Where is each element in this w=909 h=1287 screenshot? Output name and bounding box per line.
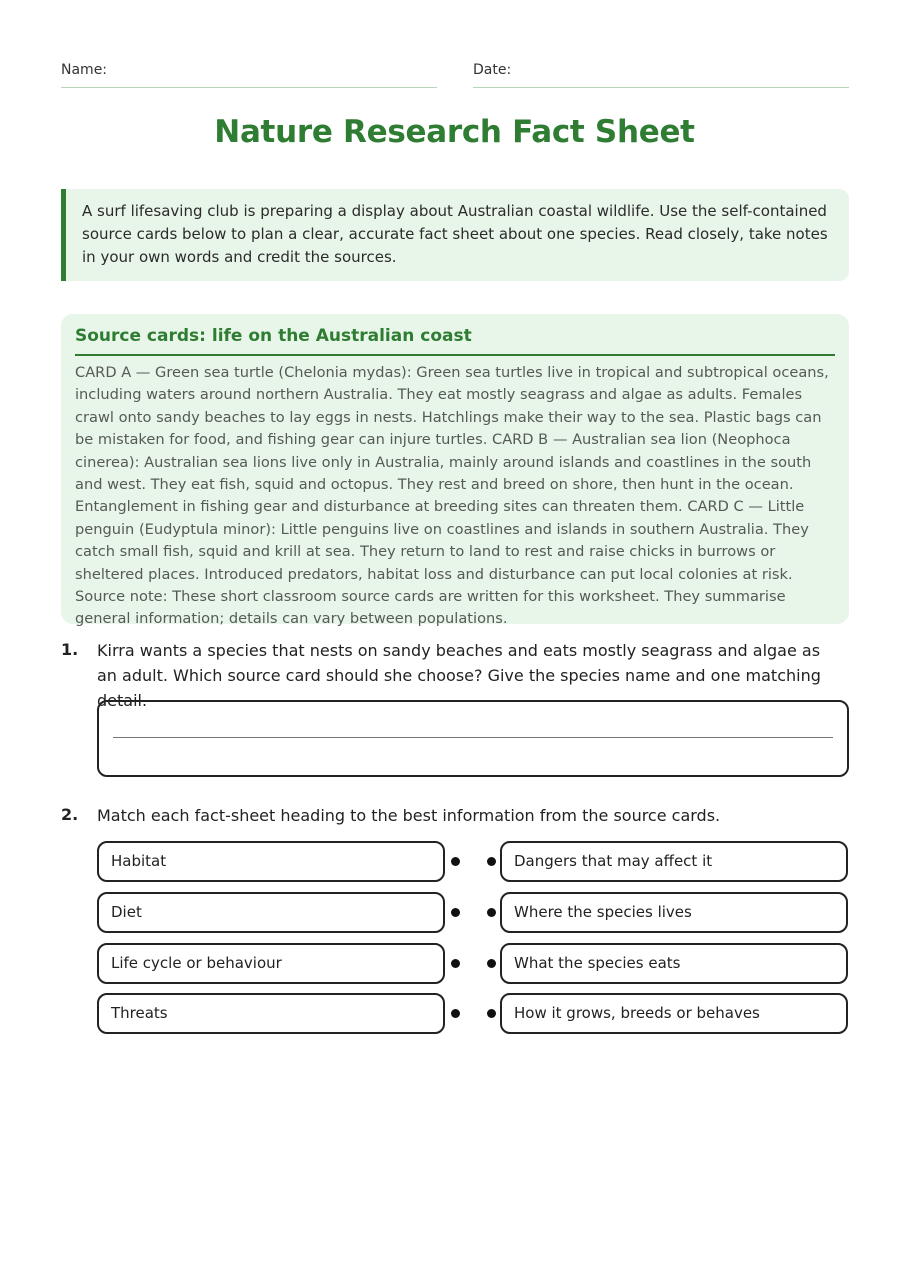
question-1-answer-box[interactable] <box>97 700 849 777</box>
name-label: Name: <box>61 62 108 78</box>
match-left-item[interactable]: Habitat <box>97 841 445 882</box>
match-dot-right[interactable] <box>487 857 496 866</box>
name-field[interactable] <box>61 62 437 88</box>
match-left-item[interactable]: Life cycle or behaviour <box>97 943 445 984</box>
match-left-item[interactable]: Diet <box>97 892 445 933</box>
match-dot-right[interactable] <box>487 908 496 917</box>
match-dot-left[interactable] <box>451 1009 460 1018</box>
source-cards-title: Source cards: life on the Australian coast <box>75 326 835 356</box>
intro-box <box>61 189 849 281</box>
intro-text: A surf lifesaving club is preparing a display about Australian coastal wildlife. Use the self-contained source cards below to plan a clear, accurate fact sheet about one species. Read closely, take notes in your own words and credit the sources. <box>82 202 828 266</box>
match-dot-right[interactable] <box>487 1009 496 1018</box>
page-title: Nature Research Fact Sheet <box>214 114 695 150</box>
match-right-item[interactable]: Where the species lives <box>500 892 848 933</box>
match-left-item[interactable]: Threats <box>97 993 445 1034</box>
match-right-item[interactable]: How it grows, breeds or behaves <box>500 993 848 1034</box>
date-field[interactable] <box>473 62 849 88</box>
source-cards-panel <box>61 314 849 628</box>
source-cards-text: CARD A — Green sea turtle (Chelonia mydas): Green sea turtles live in tropical and subtropical oceans, including waters around northern Australia. They eat mostly seagrass and algae as adults. Females crawl onto sandy beaches to lay eggs in nests. Hatchlings make their way to the sea. Plastic bags can be mistaken for food, and fishing gear can injure turtles. CARD B — Australian sea lion (Neophoca cinerea): Australian sea lions live only in Australia, mainly around islands and coastlines in the south and west. They eat fish, squid and octopus. They rest and breed on shore, then hunt in the ocean. Entanglement in fishing gear and disturbance at breeding sites can threaten them. CARD C — Little penguin (Eudyptula minor): Little penguins live on coastlines and islands in southern Australia. They catch small fish, squid and krill at sea. They return to land to rest and raise chicks in burrows or sheltered places. Introduced predators, habitat loss and disturbance can put local colonies at risk. Source note: These short classroom source cards are written for this worksheet. They summarise general information; details can vary between populations. <box>75 364 829 628</box>
question-2-number: 2. <box>61 805 79 824</box>
question-1-number: 1. <box>61 640 79 659</box>
match-right-item[interactable]: What the species eats <box>500 943 848 984</box>
question-2-text: Match each fact-sheet heading to the best information from the source cards. <box>97 806 721 825</box>
date-label: Date: <box>473 62 512 78</box>
answer-line <box>113 737 833 738</box>
question-1-text: Kirra wants a species that nests on sandy beaches and eats mostly seagrass and algae as an adult. Which source card should she choose? Give the species name and one matching detail. <box>97 641 821 710</box>
match-dot-left[interactable] <box>451 857 460 866</box>
match-right-item[interactable]: Dangers that may affect it <box>500 841 848 882</box>
match-dot-right[interactable] <box>487 959 496 968</box>
match-dot-left[interactable] <box>451 908 460 917</box>
match-dot-left[interactable] <box>451 959 460 968</box>
